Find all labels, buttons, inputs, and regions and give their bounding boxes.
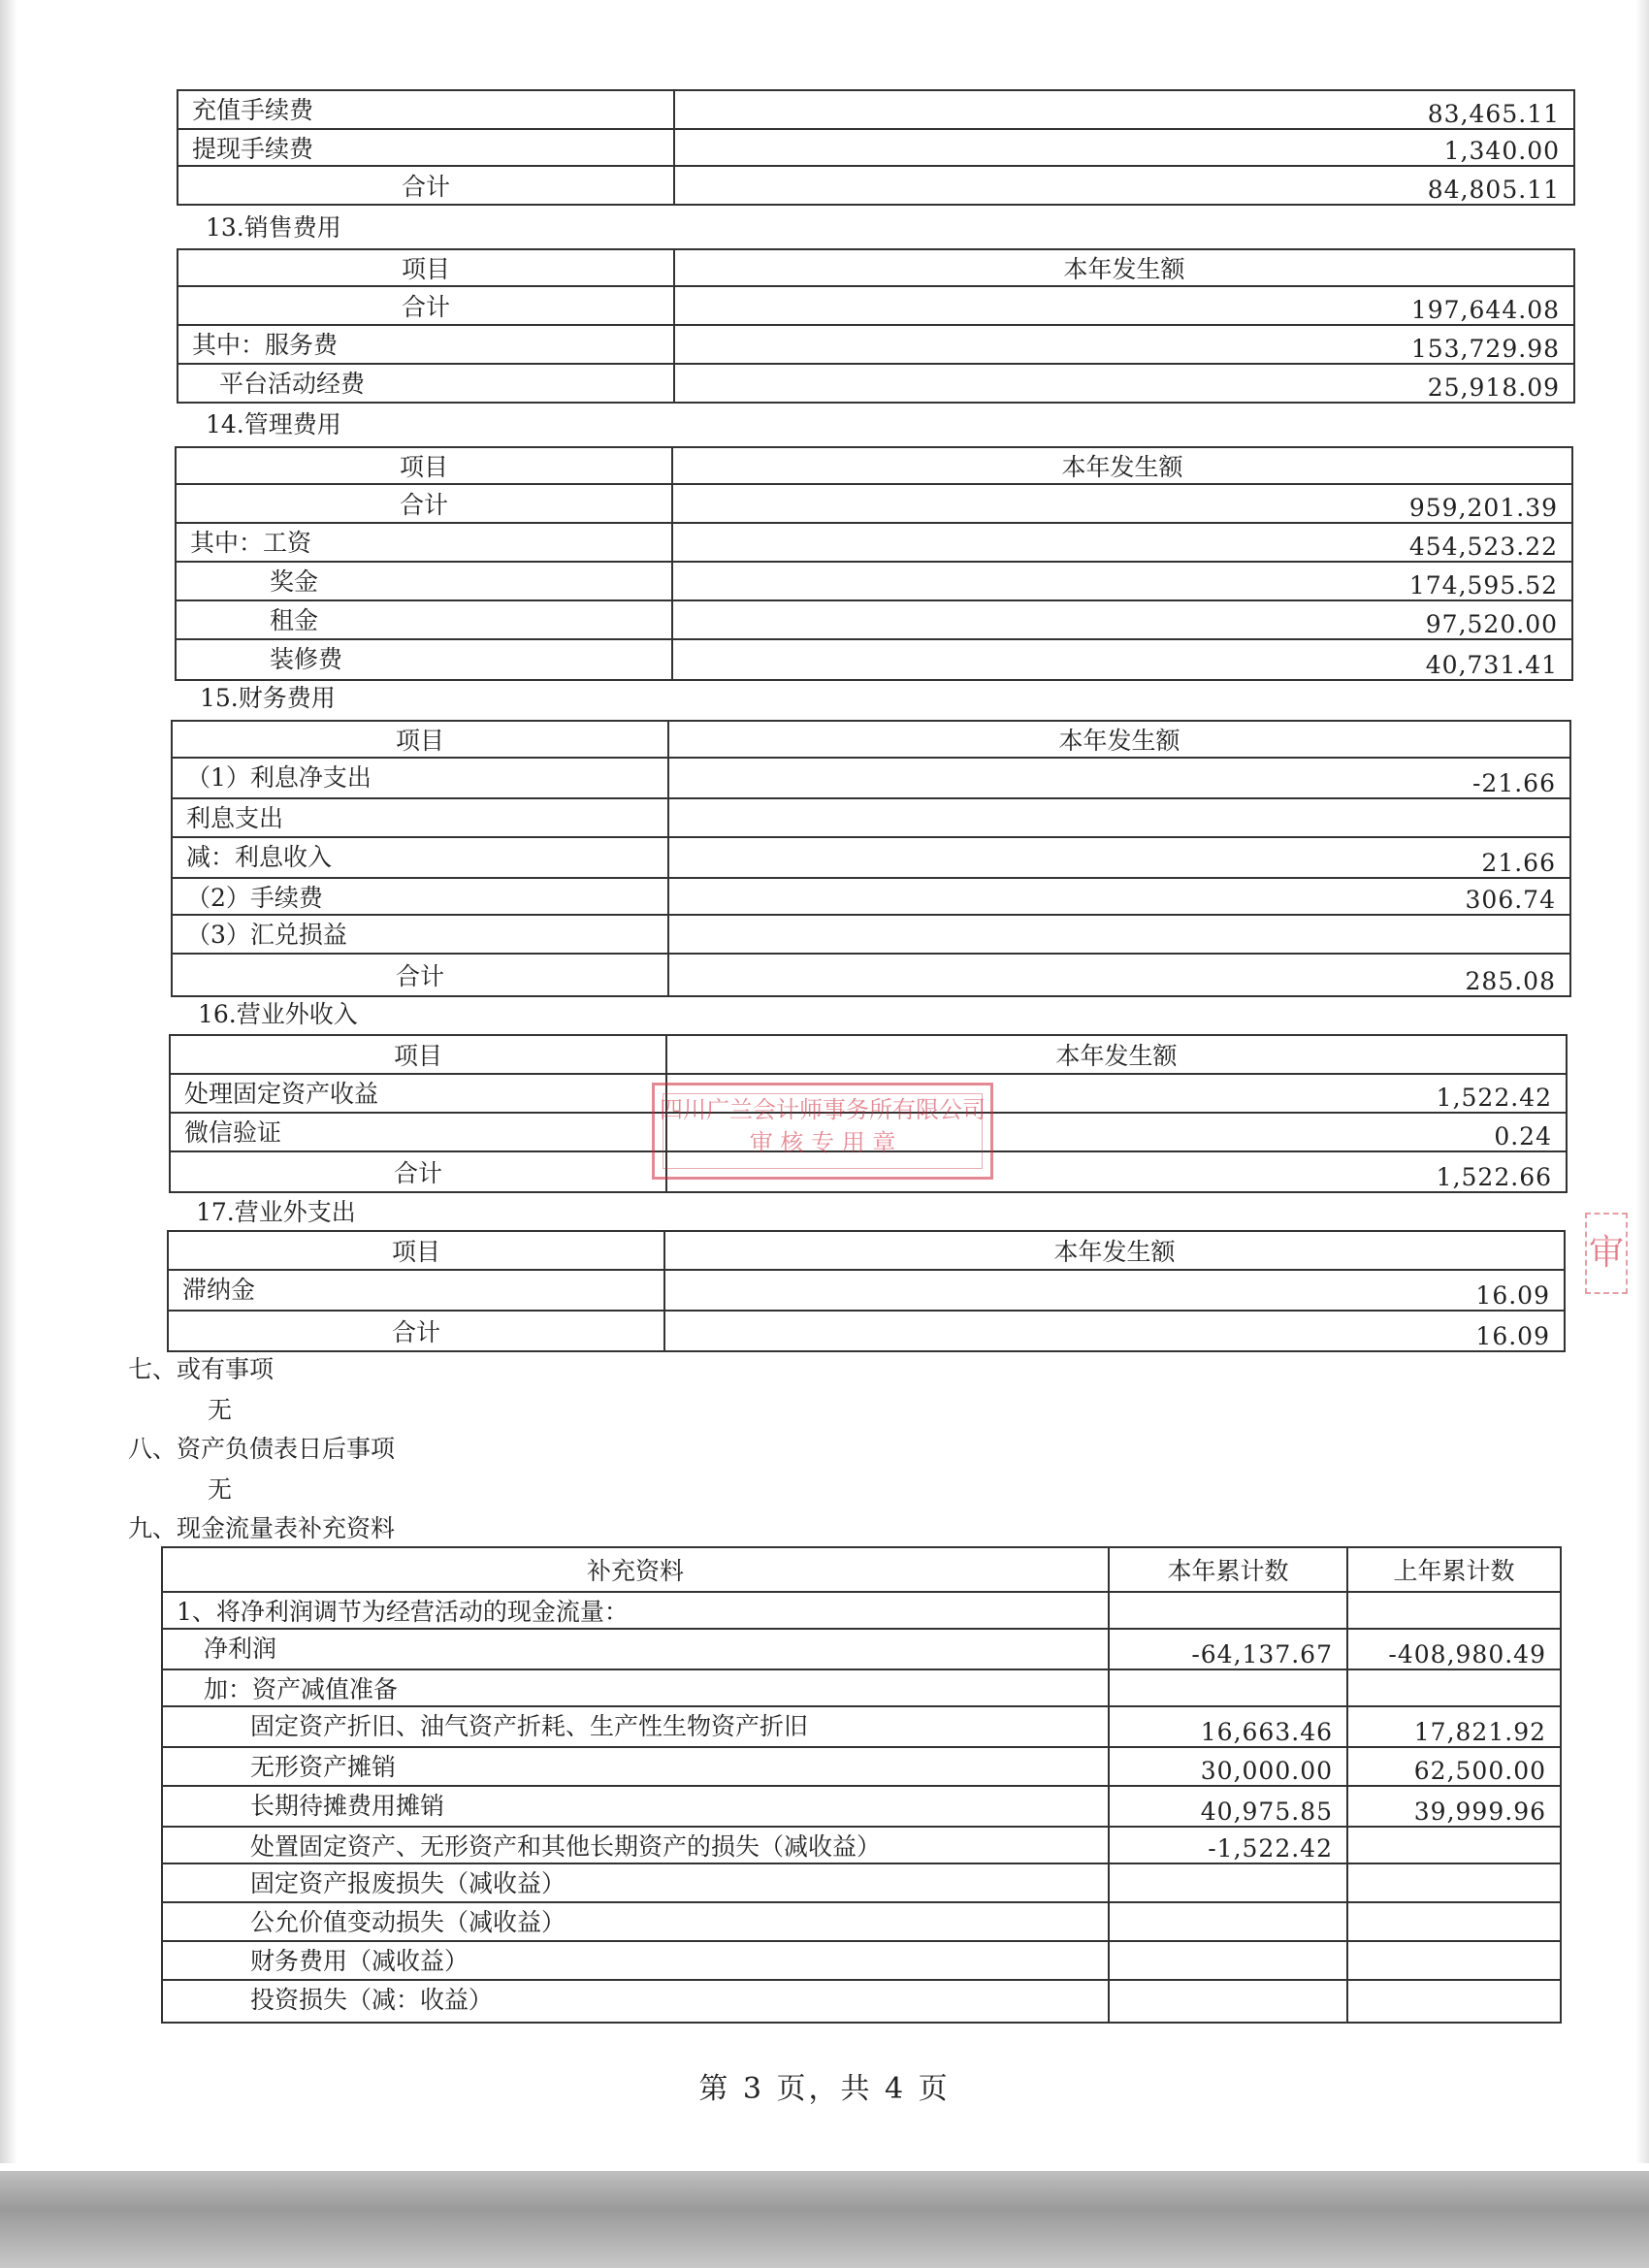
table-row — [162, 1629, 1561, 1669]
table-row — [162, 1669, 1561, 1706]
row-label: 投资损失（减：收益） — [162, 1980, 1109, 2023]
table-row — [162, 1980, 1561, 2023]
row-value: 306.74 — [668, 878, 1570, 915]
row-label: 滞纳金 — [168, 1270, 664, 1311]
row-prior — [1347, 1902, 1561, 1941]
section-14-heading: 14.管理费用 — [206, 410, 341, 438]
row-value: 1,340.00 — [674, 129, 1574, 166]
table-row — [162, 1786, 1561, 1827]
row-current: -64,137.67 — [1109, 1629, 1347, 1669]
row-value: 83,465.11 — [674, 90, 1574, 129]
row-prior — [1347, 1592, 1561, 1629]
table-row — [162, 1827, 1561, 1863]
section-7-heading: 七、或有事项 — [128, 1355, 275, 1383]
table-row — [178, 325, 1574, 364]
table-row — [178, 286, 1574, 325]
table-header-row — [178, 249, 1574, 286]
table-row — [176, 523, 1572, 562]
row-prior: -408,980.49 — [1347, 1629, 1561, 1669]
row-current — [1109, 1902, 1347, 1941]
row-value: 959,201.39 — [672, 484, 1572, 523]
row-label: 合计 — [168, 1311, 664, 1351]
table-row — [178, 129, 1574, 166]
table-row — [162, 1706, 1561, 1747]
page-footer: 第 3 页，共 4 页 — [698, 2072, 951, 2106]
col-header-amount: 本年发生额 — [664, 1231, 1565, 1270]
audit-stamp-line1: 四川广兰会计师事务所有限公司 — [660, 1096, 986, 1123]
col-header-item: 项目 — [168, 1231, 664, 1270]
fees-table — [177, 89, 1575, 206]
row-prior — [1347, 1669, 1561, 1706]
audit-stamp-border — [663, 1093, 983, 1169]
table-row — [172, 915, 1570, 954]
row-label: 利息支出 — [172, 798, 668, 837]
admin-expense-table — [175, 446, 1573, 681]
table-header-row — [170, 1035, 1567, 1074]
row-label: 长期待摊费用摊销 — [162, 1786, 1109, 1827]
table-row — [178, 166, 1574, 205]
scan-bottom-edge — [0, 2171, 1649, 2268]
row-label: 奖金 — [176, 562, 672, 600]
row-current: 40,975.85 — [1109, 1786, 1347, 1827]
row-value: 16.09 — [664, 1270, 1565, 1311]
table-row — [162, 1941, 1561, 1980]
row-value: 1,522.66 — [666, 1151, 1567, 1192]
row-current — [1109, 1863, 1347, 1902]
row-current — [1109, 1669, 1347, 1706]
row-label: 1、将净利润调节为经营活动的现金流量： — [162, 1592, 1109, 1629]
table-row — [176, 484, 1572, 523]
finance-expense-table — [171, 720, 1571, 997]
section-8-text: 无 — [208, 1475, 233, 1504]
row-label: 净利润 — [162, 1629, 1109, 1669]
row-value: 25,918.09 — [674, 364, 1574, 403]
col-header-item: 项目 — [176, 447, 672, 484]
row-value: 40,731.41 — [672, 639, 1572, 680]
row-prior — [1347, 1980, 1561, 2023]
row-prior — [1347, 1827, 1561, 1863]
row-label: 充值手续费 — [178, 90, 674, 129]
row-current — [1109, 1980, 1347, 2023]
row-value: 174,595.52 — [672, 562, 1572, 600]
row-prior: 62,500.00 — [1347, 1747, 1561, 1786]
row-value: -21.66 — [668, 758, 1570, 798]
section-9-heading: 九、现金流量表补充资料 — [128, 1514, 396, 1542]
row-label: 处理固定资产收益 — [170, 1074, 666, 1113]
row-label: 合计 — [172, 954, 668, 996]
row-label: 提现手续费 — [178, 129, 674, 166]
row-label: 固定资产折旧、油气资产折耗、生产性生物资产折旧 — [162, 1706, 1109, 1747]
section-16-heading: 16.营业外收入 — [198, 1000, 358, 1028]
cashflow-supplement-table — [161, 1546, 1562, 2024]
row-current: -1,522.42 — [1109, 1827, 1347, 1863]
row-label: 无形资产摊销 — [162, 1747, 1109, 1786]
row-value: 21.66 — [668, 837, 1570, 878]
row-label: 其中：服务费 — [178, 325, 674, 364]
row-value: 197,644.08 — [674, 286, 1574, 325]
row-current — [1109, 1941, 1347, 1980]
col-header-amount: 本年发生额 — [672, 447, 1572, 484]
row-label: 微信验证 — [170, 1113, 666, 1151]
table-row — [172, 837, 1570, 878]
seam-stamp: 审 — [1585, 1213, 1628, 1294]
table-row — [162, 1863, 1561, 1902]
row-value — [668, 798, 1570, 837]
row-label: 合计 — [176, 484, 672, 523]
section-8-heading: 八、资产负债表日后事项 — [128, 1435, 396, 1463]
row-label: 财务费用（减收益） — [162, 1941, 1109, 1980]
row-label: 合计 — [170, 1151, 666, 1192]
table-row — [178, 90, 1574, 129]
row-value: 153,729.98 — [674, 325, 1574, 364]
row-value: 84,805.11 — [674, 166, 1574, 205]
row-value: 454,523.22 — [672, 523, 1572, 562]
row-label: 固定资产报废损失（减收益） — [162, 1863, 1109, 1902]
row-value: 16.09 — [664, 1311, 1565, 1351]
row-label: 公允价值变动损失（减收益） — [162, 1902, 1109, 1941]
row-value — [668, 915, 1570, 954]
col-header-current: 本年累计数 — [1109, 1547, 1347, 1592]
table-row — [178, 364, 1574, 403]
row-current: 30,000.00 — [1109, 1747, 1347, 1786]
table-row — [162, 1747, 1561, 1786]
table-header-row — [168, 1231, 1565, 1270]
col-header-item: 项目 — [178, 249, 674, 286]
table-row — [172, 798, 1570, 837]
col-header-amount: 本年发生额 — [668, 721, 1570, 758]
row-label: 处置固定资产、无形资产和其他长期资产的损失（减收益） — [162, 1827, 1109, 1863]
row-label: 合计 — [178, 166, 674, 205]
row-value: 285.08 — [668, 954, 1570, 996]
table-row — [172, 954, 1570, 996]
table-header-row — [172, 721, 1570, 758]
section-7-text: 无 — [208, 1396, 233, 1424]
col-header-item: 补充资料 — [162, 1547, 1109, 1592]
row-prior: 17,821.92 — [1347, 1706, 1561, 1747]
row-value: 0.24 — [666, 1113, 1567, 1151]
selling-expense-table — [177, 248, 1575, 404]
table-row — [162, 1902, 1561, 1941]
table-row — [176, 639, 1572, 680]
row-prior: 39,999.96 — [1347, 1786, 1561, 1827]
section-17-heading: 17.营业外支出 — [196, 1198, 356, 1226]
col-header-item: 项目 — [172, 721, 668, 758]
audit-stamp-line2: 审 核 专 用 章 — [749, 1129, 896, 1156]
row-label: 减：利息收入 — [172, 837, 668, 878]
row-prior — [1347, 1863, 1561, 1902]
row-label: 合计 — [178, 286, 674, 325]
col-header-amount: 本年发生额 — [674, 249, 1574, 286]
audit-stamp — [652, 1083, 993, 1180]
row-label: 装修费 — [176, 639, 672, 680]
section-15-heading: 15.财务费用 — [200, 684, 336, 712]
table-row — [176, 600, 1572, 639]
row-label: 其中：工资 — [176, 523, 672, 562]
table-row — [172, 758, 1570, 798]
table-row — [168, 1311, 1565, 1351]
col-header-amount: 本年发生额 — [666, 1035, 1567, 1074]
table-header-row — [176, 447, 1572, 484]
row-value: 1,522.42 — [666, 1074, 1567, 1113]
table-row — [176, 562, 1572, 600]
table-row — [162, 1592, 1561, 1629]
section-13-heading: 13.销售费用 — [206, 213, 341, 242]
row-value: 97,520.00 — [672, 600, 1572, 639]
row-label: 加：资产减值准备 — [162, 1669, 1109, 1706]
row-label: （1）利息净支出 — [172, 758, 668, 798]
row-current: 16,663.46 — [1109, 1706, 1347, 1747]
row-label: 平台活动经费 — [178, 364, 674, 403]
table-row — [168, 1270, 1565, 1311]
row-label: （3）汇兑损益 — [172, 915, 668, 954]
row-label: （2）手续费 — [172, 878, 668, 915]
table-row — [172, 878, 1570, 915]
non-operating-expense-table — [167, 1230, 1566, 1352]
row-prior — [1347, 1941, 1561, 1980]
table-header-row — [162, 1547, 1561, 1592]
row-current — [1109, 1592, 1347, 1629]
col-header-prior: 上年累计数 — [1347, 1547, 1561, 1592]
row-label: 租金 — [176, 600, 672, 639]
col-header-item: 项目 — [170, 1035, 666, 1074]
